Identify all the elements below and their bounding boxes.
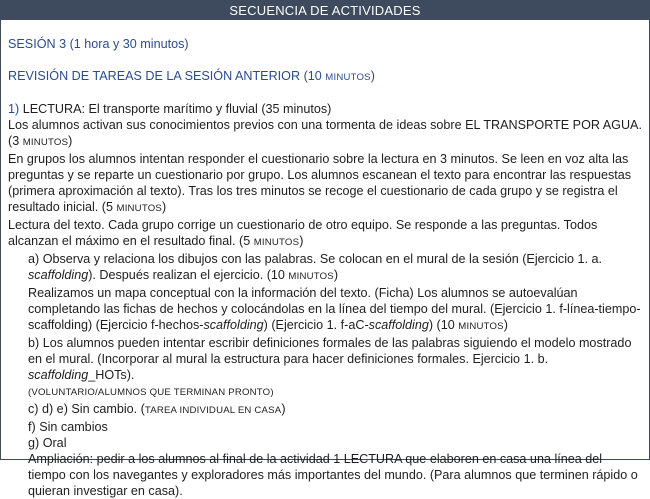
exercise-cde-text: c) d) e) Sin cambio. ( (28, 402, 145, 416)
brainstorm-unit: MINUTOS (22, 137, 69, 148)
reading-text: Lectura del texto. Cada grupo corrige un cuestionario de otro equipo. Se responde a las preguntas. Todos alcanzan el máximo en el resultado final. (5 (8, 218, 598, 248)
exercise-a-close: ) (333, 268, 339, 282)
exercise-g: g) Oral (28, 436, 67, 450)
concept-map-after: ) (10 (428, 318, 459, 332)
reading-close: ) (299, 234, 304, 248)
review-close: ) (370, 69, 375, 83)
review-text: REVISIÓN DE TAREAS DE LA SESIÓN ANTERIOR (10 (8, 69, 326, 83)
exercise-list (8, 251, 642, 499)
exercise-b-after: _HOTs). (88, 368, 135, 382)
exercise-cde-close: ) (281, 402, 286, 416)
document-content (1, 36, 649, 499)
groups-text: En grupos los alumnos intentan responder el cuestionario sobre la lectura en 3 minutos. Se leen en voz alta las preguntas y se reparte un cuestionario por grupo. Los alumnos escanean el texto para encontrar las respuestas (primera aproximación al texto). Tras los tres minutos se recoge el cuestionario de cada grupo y se registra el resultado inicial. (5 (8, 152, 632, 214)
groups-unit: MINUTOS (116, 203, 162, 214)
groups-close: ) (161, 200, 167, 214)
paragraph-brainstorm (8, 117, 642, 151)
session-heading: SESIÓN 3 (1 hora y 30 minutos) (8, 37, 189, 51)
exercise-b-italic: scaffolding (28, 368, 89, 382)
extension-paragraph: Ampliación: pedir a los alumnos al final de la actividad 1 LECTURA que elaboren en casa una línea del tiempo con los navegantes y exploradores más importantes del mundo. (Para alumnos que terminen rápido o quieran investigar en casa). (28, 452, 638, 498)
exercise-a-italic: scaffolding (28, 268, 89, 282)
concept-map-italic-2: scaffolding (368, 318, 429, 332)
activity-title: LECTURA: El transporte marítimo y fluvial (35 minutos) (19, 102, 332, 116)
concept-map-mid: ) (Ejercicio 1. f-aC- (263, 318, 369, 332)
exercise-b-text: b) Los alumnos pueden intentar escribir definiciones formales de las palabras siguiendo el modelo mostrado en el mural. (Incorporar al mural la estructura para hacer definiciones formales. Ejercicio 1. b. (28, 336, 632, 366)
exercise-a-text: a) Observa y relaciona los dibujos con las palabras. Se colocan en el mural de la sesión (Ejercicio 1. a. (28, 252, 603, 266)
exercise-a-after: ). Después realizan el ejercicio. (10 (88, 268, 289, 282)
exercise-a (28, 251, 642, 285)
concept-map-text: Realizamos un mapa conceptual con la información del texto. (Ficha) Los alumnos se autoevalúan completando las fichas de hechos y colocándolas en la línea del tiempo del mural. (Ejercicio 1. f-línea-tiempo-scaffolding) (Ejercicio f-hechos- (28, 286, 641, 332)
exercise-cde-unit: TAREA INDIVIDUAL EN CASA (144, 405, 282, 416)
header-bar (1, 1, 649, 20)
concept-map-close: ) (503, 318, 508, 332)
paragraph-groups (8, 151, 642, 217)
exercise-b (28, 335, 642, 401)
exercise-b-note: (VOLUNTARIO/ALUMNOS QUE TERMINAN PRONTO) (28, 387, 274, 398)
review-unit: MINUTOS (325, 72, 371, 83)
exercise-cde (28, 401, 642, 419)
activity-number: 1) (8, 102, 20, 116)
exercise-concept-map (28, 285, 642, 335)
review-heading (8, 68, 642, 86)
brainstorm-text: Los alumnos activan sus conocimientos previos con una tormenta de ideas sobre EL TRANSPORTE POR AGUA. (3 (8, 118, 642, 148)
exercise-a-unit: MINUTOS (288, 271, 334, 282)
brainstorm-close: ) (68, 134, 73, 148)
reading-unit: MINUTOS (253, 237, 300, 248)
activity-heading (8, 101, 642, 117)
concept-map-italic-1: scaffolding (203, 318, 264, 332)
exercise-f: f) Sin cambios (28, 420, 108, 434)
paragraph-reading (8, 217, 642, 251)
concept-map-unit: MINUTOS (458, 321, 504, 332)
header-title: SECUENCIA DE ACTIVIDADES (229, 3, 421, 18)
